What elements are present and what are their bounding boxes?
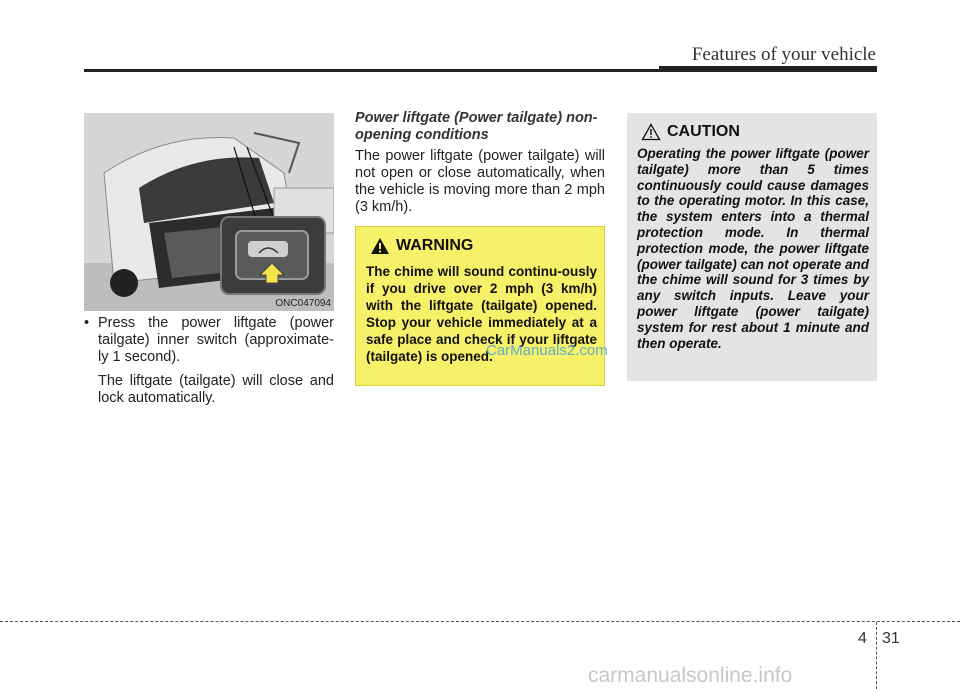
caution-body: Operating the power liftgate (power tailgate) more than 5 times continuously could cause damages to the operating motor. In this case, the system enters into a thermal protection mode. In thermal protection mode, the power liftgate (power tailgate) can not operate and the chime will sound for 3 times by any switch inputs. Leave your power liftgate (power tailgate) system for rest about 1 minute and then operate. xyxy=(637,146,869,351)
page-number: 31 xyxy=(882,630,900,647)
warning-box xyxy=(355,226,605,386)
image-code: ONC047094 xyxy=(275,298,331,309)
caution-triangle-icon xyxy=(641,123,661,141)
liftgate-illustration xyxy=(84,113,334,311)
header-title: Features of your vehicle xyxy=(691,44,876,65)
liftgate-photo xyxy=(84,113,334,311)
watermark-text: CarManuals2.com xyxy=(486,342,608,359)
section-subheading: Power liftgate (Power tailgate) non-opening conditions xyxy=(355,110,598,143)
warning-triangle-icon xyxy=(370,237,390,255)
caution-header xyxy=(641,123,740,141)
chapter-number: 4 xyxy=(858,630,867,647)
instruction-bullet xyxy=(84,315,334,366)
bullet-mark: • xyxy=(84,315,90,331)
warning-header xyxy=(370,237,473,255)
site-watermark: carmanualsonline.info xyxy=(588,664,793,687)
instruction-result: The liftgate (tailgate) will close and lock automatically. xyxy=(98,373,334,406)
warning-title: WARNING xyxy=(396,237,474,254)
section-body: The power liftgate (power tailgate) will not open or close automatically, when the vehicle is moving more than 2 mph (3 km/h). xyxy=(355,148,605,215)
warning-body: The chime will sound continu-ously if you drive over 2 mph (3 km/h) with the liftgate (tailgate) opened. Stop your vehicle immediately at a safe place and check if your liftgate (tailgate) is opened. xyxy=(366,264,597,364)
footer-rule xyxy=(0,621,960,622)
instruction-text xyxy=(84,315,334,407)
page-divider xyxy=(876,622,877,689)
caution-box xyxy=(627,113,877,381)
header-rule-accent xyxy=(659,66,877,72)
caution-title: CAUTION xyxy=(667,123,740,140)
bullet-text: Press the power liftgate (power tailgate) inner switch (approximate-ly 1 second). xyxy=(98,315,334,365)
